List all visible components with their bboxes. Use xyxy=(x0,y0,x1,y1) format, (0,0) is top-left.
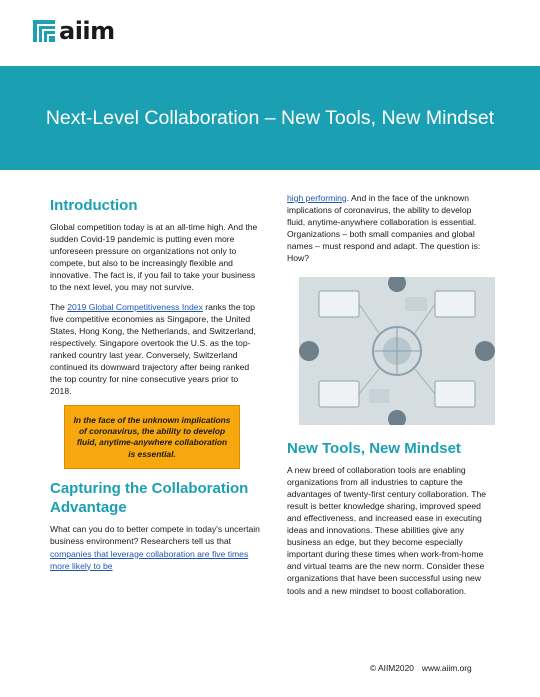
left-column xyxy=(50,196,260,579)
competitiveness-paragraph xyxy=(50,301,260,398)
collaboration-illustration-image xyxy=(299,277,495,425)
global-competitiveness-index-link[interactable]: 2019 Global Competitiveness Index xyxy=(67,301,203,312)
continued-paragraph xyxy=(287,192,487,265)
capturing-text-start: What can you do to better compete in today's uncertain business environment? Researchers tell us that xyxy=(50,524,260,547)
capturing-advantage-heading: Capturing the Collaboration Advantage xyxy=(50,480,249,517)
aiim-logo-text: aiim xyxy=(59,17,115,45)
callout-box xyxy=(64,405,240,469)
title-banner xyxy=(0,66,540,170)
competitiveness-text-end: ranks the top five competitive economies as Singapore, the United States, Hong Kong, the Netherlands, and Switzerland, respectively. Singapore overtook the U.S. as the top-ranked country last year. Conversely, Switzerland continued its downward trajectory after being ranked the top country for nine consecutive years prior to 2018. xyxy=(50,301,256,397)
introduction-paragraph: Global competition today is at an all-time high. And the sudden Covid-19 pandemic is putting even more unforeseen pressure on organizations not only to compete, but also to be increasingly flexible and innovative. The fact is, if you fail to take your business to the next level, you may not survive. xyxy=(50,222,258,293)
footer-website-link[interactable]: www.aiim.org xyxy=(421,663,472,673)
collaboration-study-link[interactable]: companies that leverage collaboration are five times more likely to be xyxy=(50,548,249,571)
footer-copyright: © AIIM2020 xyxy=(370,663,414,673)
continued-text: . And in the face of the unknown implications of coronavirus, the ability to develop fluid, anytime-anywhere collaboration is essential. Organizations – both small companies and global names – must respond and adapt. The question is: How? xyxy=(287,193,481,264)
introduction-heading: Introduction xyxy=(50,197,138,214)
callout-text: In the face of the unknown implications of coronavirus, the ability to develop fluid, anytime-anywhere collaboration is essential. xyxy=(73,414,231,459)
aiim-logo-mark-icon xyxy=(33,20,55,42)
competitiveness-text-start: The xyxy=(50,301,68,312)
new-tools-paragraph: A new breed of collaboration tools are enabling organizations from all industries to capture the advantages of twenty-first century collaboration. The result is better knowledge sharing, improved speed and effectiveness, and increased ease in executing ideas and innovations. These abilities give any business an edge, but they become especially important during these times when work-from-home and virtual teams are the new norm. Consider these organizations that have been successful using new tools and a new mindset to boost collaboration. xyxy=(287,464,487,596)
page-footer xyxy=(370,663,480,673)
aiim-logo xyxy=(33,17,115,45)
page-title: Next-Level Collaboration – New Tools, New Mindset xyxy=(45,106,495,129)
new-tools-heading: New Tools, New Mindset xyxy=(287,439,461,457)
collaboration-scene-icon xyxy=(299,277,495,425)
high-performing-link[interactable]: high performing xyxy=(287,193,347,203)
right-column xyxy=(287,192,487,604)
capturing-advantage-paragraph xyxy=(50,523,260,571)
